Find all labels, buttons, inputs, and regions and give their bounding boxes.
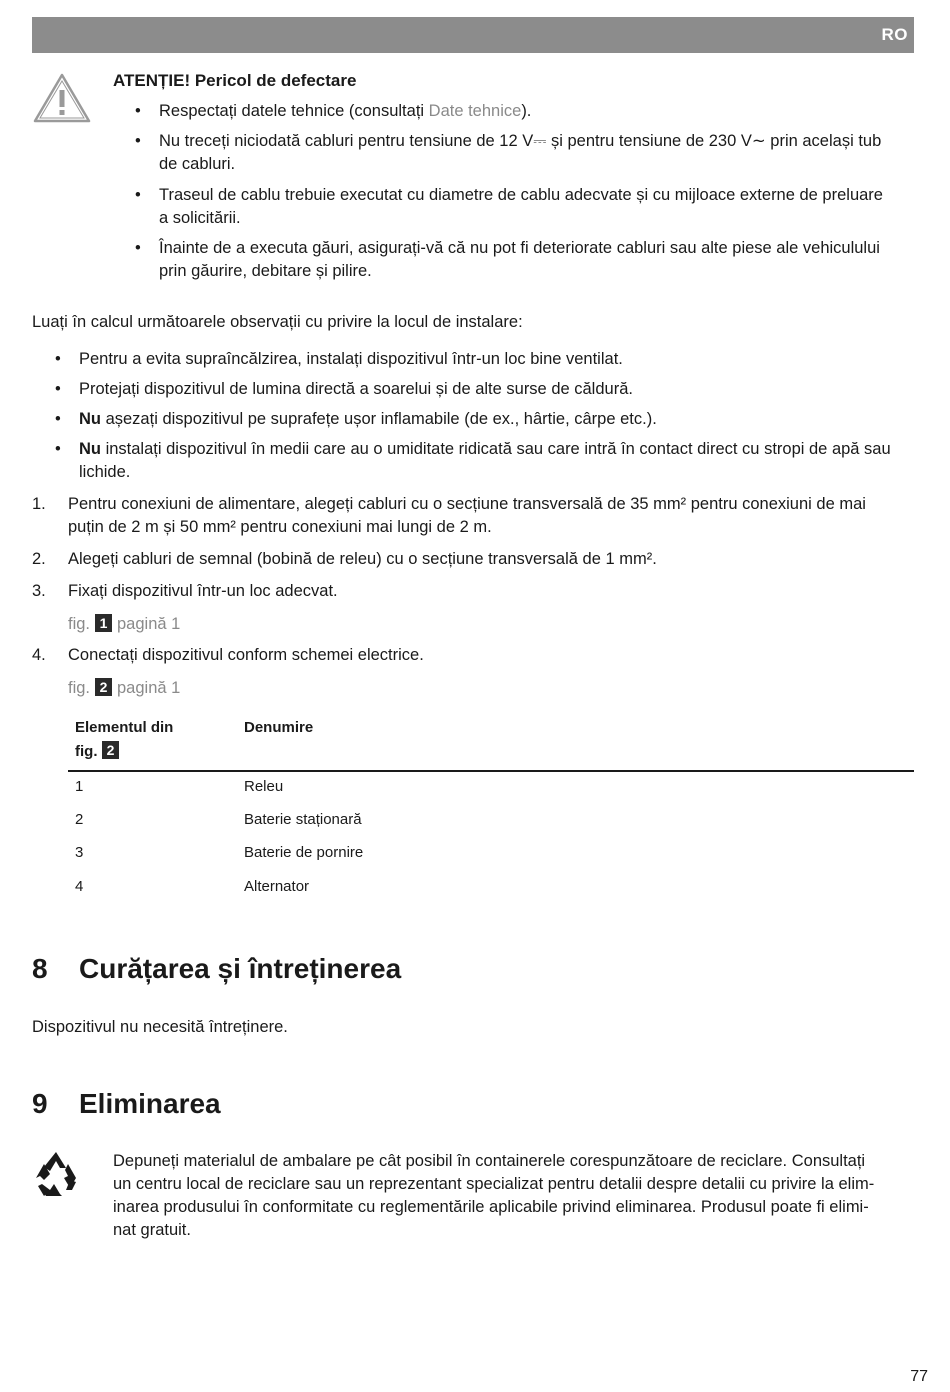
observation-1: Pentru a evita supraîncălzirea, instalați dispozitivul într-un loc bine ventilat. (79, 350, 623, 368)
step-4: Conectați dispozitivul conform schemei electrice. (68, 646, 424, 664)
fig-number-badge: 2 (95, 678, 113, 696)
warning-item-1 (159, 100, 531, 123)
step-3: Fixați dispozitivul într-un loc adecvat. (68, 582, 338, 600)
observation-4-line2: lichide. (79, 463, 131, 481)
bullet-dot: • (135, 239, 141, 257)
table-cell-element: 3 (75, 844, 84, 861)
section-8-title: Curățarea și întreținerea (79, 953, 402, 984)
warning-item-4-line2: prin găurire, debitare și pilire. (159, 262, 372, 280)
fig-page: pagină 1 (117, 679, 181, 697)
table-cell-name: Releu (244, 778, 284, 795)
table-cell-name: Alternator (244, 878, 310, 895)
step-number-4: 4. (32, 646, 46, 664)
step-number-3: 3. (32, 582, 46, 600)
table-cell-name: Baterie staționară (244, 811, 362, 828)
warning-item-3 (159, 184, 883, 230)
header-bar (32, 17, 914, 53)
fig-label: fig. (68, 679, 91, 697)
section-8-heading (32, 953, 401, 985)
warning-item-3-line1: Traseul de cablu trebuie executat cu diametre de cablu adecvate și cu mijloace externe de preluare (159, 186, 883, 204)
step-2: Alegeți cabluri de semnal (bobină de releu) cu o secțiune transversală de 1 mm². (68, 550, 657, 568)
step-number-1: 1. (32, 495, 46, 513)
observation-2: Protejați dispozitivul de lumina directă a soarelui și de alte surse de căldură. (79, 380, 633, 398)
fig-number-badge: 1 (95, 614, 113, 632)
figure-reference-1[interactable] (68, 614, 180, 634)
warning-triangle-icon (32, 72, 92, 124)
section-9-number: 9 (32, 1088, 48, 1119)
fig-page: pagină 1 (117, 615, 181, 633)
bullet-dot: • (135, 186, 141, 204)
warning-item-2-line1: Nu treceți niciodată cabluri pentru tensiune de 12 V⎓ și pentru tensiune de 230 V∼ prin același tub (159, 132, 882, 150)
bullet-dot: • (55, 410, 61, 428)
table-header-fig: fig. (75, 743, 98, 760)
bullet-dot: • (135, 102, 141, 120)
section-9-heading (32, 1088, 221, 1120)
section-9-line4: nat gratuit. (113, 1221, 191, 1239)
observation-3-bold: Nu (79, 410, 101, 428)
bullet-dot: • (55, 440, 61, 458)
table-cell-element: 1 (75, 778, 84, 795)
warning-item-2-line2: de cabluri. (159, 155, 236, 173)
figure-reference-2[interactable] (68, 678, 180, 698)
table-header-element (75, 716, 173, 764)
table-cell-element: 2 (75, 811, 84, 828)
step-1-line2: puțin de 2 m și 50 mm² pentru conexiuni mai lungi de 2 m. (68, 518, 492, 536)
table-header-rule (68, 770, 914, 772)
warning-item-4 (159, 237, 880, 283)
step-1-line1: Pentru conexiuni de alimentare, alegeți cabluri cu o secțiune transversală de 35 mm² pentru conexiuni de mai (68, 495, 866, 513)
observation-4-text: instalați dispozitivul în medii care au o umiditate ridicată sau care intră în contact direct cu stropi de apă sau (101, 440, 891, 458)
warning-item-3-line2: a solicitării. (159, 209, 241, 227)
warning-item-1-text: Respectați datele tehnice (consultați (159, 102, 429, 120)
date-tehnice-link[interactable]: Date tehnice (428, 102, 522, 120)
bullet-dot: • (135, 132, 141, 150)
observation-4 (79, 438, 891, 484)
observation-3-text: așezați dispozitivul pe suprafețe ușor inflamabile (de ex., hârtie, cârpe etc.). (101, 410, 657, 428)
table-header-name: Denumire (244, 719, 314, 736)
section-9-line1: Depuneți materialul de ambalare pe cât posibil în containerele corespunzătoare de reciclare. Consultați (113, 1152, 866, 1170)
bullet-dot: • (55, 350, 61, 368)
observation-3 (79, 408, 657, 431)
section-9-line3: inarea produsului în conformitate cu reglementările aplicabile privind eliminarea. Produsul poate fi elimi- (113, 1198, 869, 1216)
warning-item-2 (159, 130, 881, 176)
bullet-dot: • (55, 380, 61, 398)
observation-4-bold: Nu (79, 440, 101, 458)
step-number-2: 2. (32, 550, 46, 568)
intro-text: Luați în calcul următoarele observații cu privire la locul de instalare: (32, 313, 523, 331)
section-8-number: 8 (32, 953, 48, 984)
step-1 (68, 493, 866, 539)
section-9-body (113, 1150, 874, 1242)
language-label: RO (881, 25, 908, 44)
fig-label: fig. (68, 615, 91, 633)
warning-title: ATENȚIE! Pericol de defectare (113, 71, 357, 90)
page-number: 77 (910, 1368, 928, 1385)
table-header-element-line1: Elementul din (75, 719, 174, 736)
table-cell-element: 4 (75, 878, 84, 895)
recycle-icon (32, 1150, 80, 1198)
warning-item-1-end: ). (521, 102, 532, 120)
section-9-title: Eliminarea (79, 1088, 221, 1119)
fig-number-badge: 2 (102, 741, 120, 759)
section-8-body: Dispozitivul nu necesită întreținere. (32, 1018, 288, 1036)
warning-item-4-line1: Înainte de a executa găuri, asigurați-vă că nu pot fi deteriorate cabluri sau alte piese ale vehiculului (159, 239, 880, 257)
section-9-line2: un centru local de reciclare sau un reprezentant specializat pentru detalii despre detalii cu privire la elim- (113, 1175, 875, 1193)
table-cell-name: Baterie de pornire (244, 844, 364, 861)
